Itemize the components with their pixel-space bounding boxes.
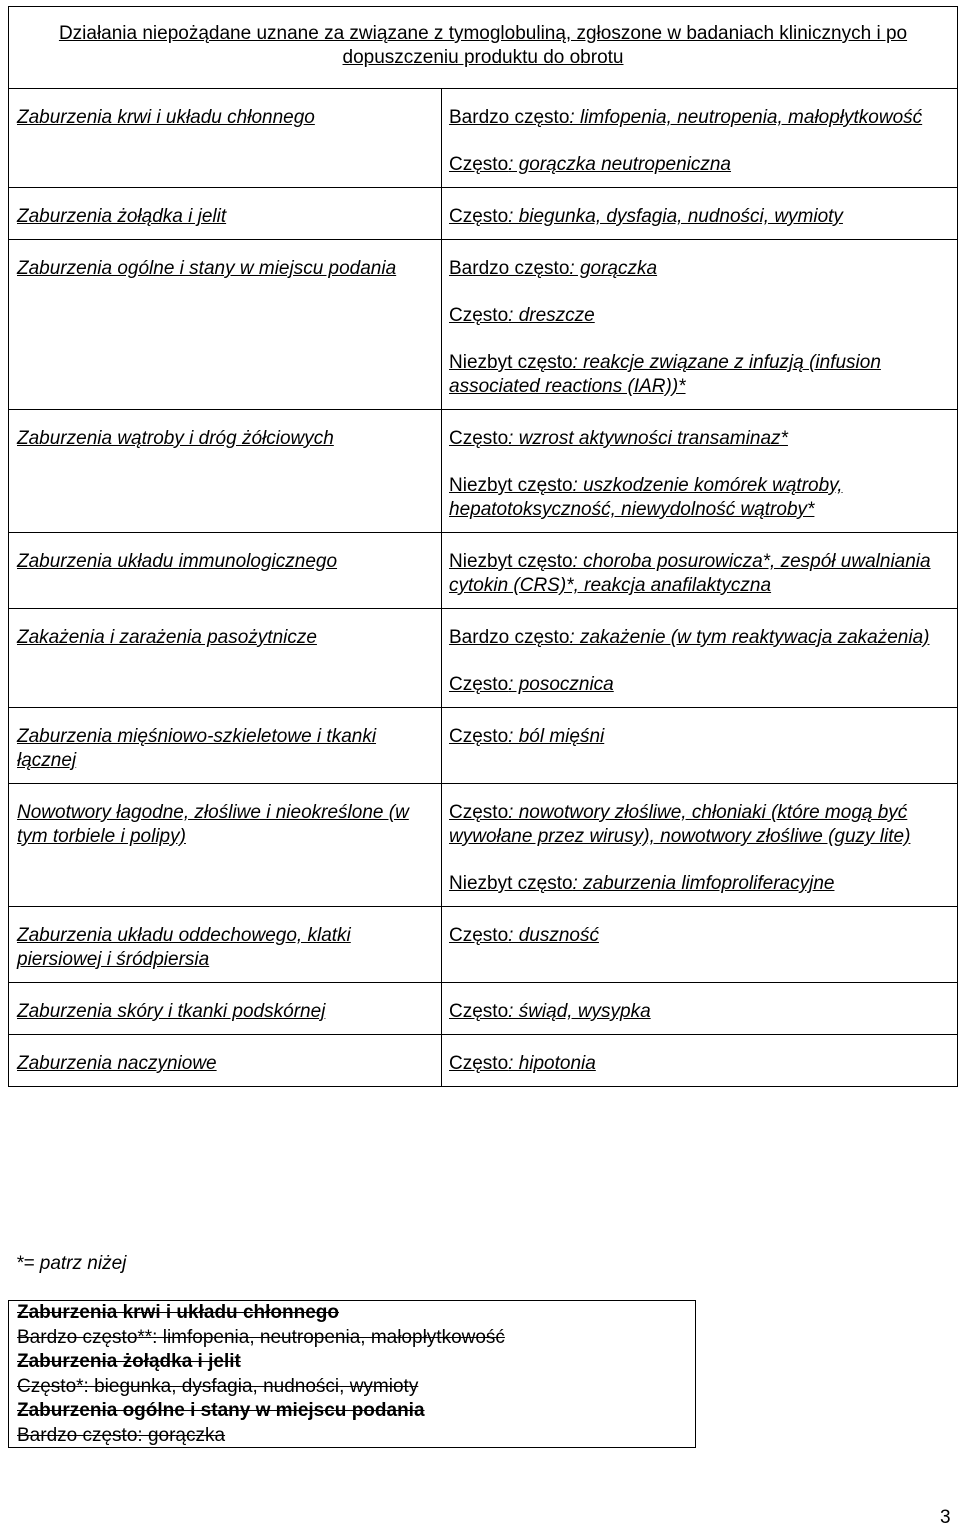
frequency-cell xyxy=(442,533,958,609)
frequency-entry xyxy=(449,626,949,650)
frequency-terms: : hipotonia xyxy=(508,1053,596,1074)
soc-cell xyxy=(9,784,442,907)
frequency-label: Często xyxy=(449,1053,509,1074)
frequency-label: Często xyxy=(449,674,509,695)
table-row xyxy=(9,533,958,609)
soc-cell xyxy=(9,410,442,533)
soc-cell xyxy=(9,708,442,784)
soc-name: Zaburzenia wątroby i dróg żółciowych xyxy=(17,428,334,449)
frequency-entry xyxy=(449,1000,949,1024)
frequency-label: Często xyxy=(449,726,509,747)
deleted-heading: Zaburzenia żołądka i jelit xyxy=(17,1351,241,1373)
frequency-cell xyxy=(442,89,958,188)
frequency-label: Niezbyt często xyxy=(449,873,573,894)
frequency-label: Często xyxy=(449,428,509,449)
frequency-entry xyxy=(449,801,949,849)
frequency-entry xyxy=(449,153,949,177)
frequency-entry xyxy=(449,1052,949,1076)
frequency-terms: : reakcje związane z infuzją (infusion associated reactions (IAR))* xyxy=(449,352,881,397)
soc-name: Zaburzenia układu immunologicznego xyxy=(17,551,338,572)
frequency-label: Bardzo często xyxy=(449,107,570,128)
frequency-label: Niezbyt często xyxy=(449,551,573,572)
frequency-entry xyxy=(449,550,949,598)
soc-cell xyxy=(9,1035,442,1087)
soc-name: Zaburzenia żołądka i jelit xyxy=(17,206,227,227)
frequency-label: Często xyxy=(449,1001,509,1022)
frequency-terms: : dreszcze xyxy=(508,305,595,326)
table-row xyxy=(9,188,958,240)
soc-name: Nowotwory łagodne, złośliwe i nieokreślone (w tym torbiele i polipy) xyxy=(17,802,409,847)
soc-cell xyxy=(9,188,442,240)
table-row xyxy=(9,410,958,533)
footnote: *= patrz niżej xyxy=(16,1253,127,1274)
frequency-entry xyxy=(449,474,949,522)
frequency-entry xyxy=(449,673,949,697)
frequency-terms: : posocznica xyxy=(508,674,614,695)
soc-name: Zaburzenia układu oddechowego, klatki piersiowej i śródpiersia xyxy=(17,925,351,970)
frequency-cell xyxy=(442,708,958,784)
table-row xyxy=(9,89,958,188)
frequency-terms: : wzrost aktywności transaminaz* xyxy=(508,428,788,449)
deleted-text-box xyxy=(8,1300,696,1448)
frequency-entry xyxy=(449,106,949,130)
frequency-terms: : zakażenie (w tym reaktywacja zakażenia) xyxy=(569,627,930,648)
soc-cell xyxy=(9,609,442,708)
frequency-entry xyxy=(449,872,949,896)
deleted-line: Bardzo często: gorączka xyxy=(17,1424,226,1446)
frequency-cell xyxy=(442,240,958,410)
frequency-cell xyxy=(442,1035,958,1087)
frequency-label: Często xyxy=(449,305,509,326)
frequency-entry xyxy=(449,427,949,451)
frequency-cell xyxy=(442,983,958,1035)
soc-name: Zakażenia i zarażenia pasożytnicze xyxy=(17,627,317,648)
frequency-label: Bardzo często xyxy=(449,258,570,279)
soc-name: Zaburzenia skóry i tkanki podskórnej xyxy=(17,1001,326,1022)
table-row xyxy=(9,907,958,983)
frequency-terms: : choroba posurowicza*, zespół uwalniania cytokin (CRS)*, reakcja anafilaktyczna xyxy=(449,551,931,596)
frequency-terms: : nowotwory złośliwe, chłoniaki (które mogą być wywołane przez wirusy), nowotwory złośliwe (guzy lite) xyxy=(449,802,911,847)
frequency-entry xyxy=(449,725,949,749)
table-row xyxy=(9,784,958,907)
soc-name: Zaburzenia ogólne i stany w miejscu podania xyxy=(17,258,397,279)
soc-name: Zaburzenia mięśniowo-szkieletowe i tkanki łącznej xyxy=(17,726,377,771)
deleted-line: Bardzo często**: limfopenia, neutropenia, małopłytkowość xyxy=(17,1326,505,1348)
frequency-entry xyxy=(449,257,949,281)
soc-cell xyxy=(9,983,442,1035)
frequency-terms: : zaburzenia limfoproliferacyjne xyxy=(572,873,835,894)
table-body xyxy=(9,89,958,1087)
soc-cell xyxy=(9,89,442,188)
table-row xyxy=(9,240,958,410)
table-title: Działania niepożądane uznane za związane z tymoglobuliną, zgłoszone w badaniach klinicznych i po dopuszczeniu produktu do obrotu xyxy=(58,23,908,68)
deleted-heading: Zaburzenia krwi i układu chłonnego xyxy=(17,1302,339,1323)
frequency-entry xyxy=(449,924,949,948)
table-row xyxy=(9,983,958,1035)
frequency-cell xyxy=(442,907,958,983)
page-number: 3 xyxy=(940,1507,951,1528)
frequency-terms: : biegunka, dysfagia, nudności, wymioty xyxy=(508,206,843,227)
frequency-label: Często xyxy=(449,206,509,227)
table-row xyxy=(9,1035,958,1087)
frequency-cell xyxy=(442,784,958,907)
frequency-terms: : gorączka xyxy=(569,258,658,279)
frequency-cell xyxy=(442,410,958,533)
frequency-terms: : świąd, wysypka xyxy=(508,1001,651,1022)
table-row xyxy=(9,609,958,708)
frequency-label: Bardzo często xyxy=(449,627,570,648)
frequency-label: Niezbyt często xyxy=(449,352,573,373)
frequency-terms: : duszność xyxy=(508,925,599,946)
frequency-entry xyxy=(449,351,949,399)
soc-cell xyxy=(9,533,442,609)
deleted-line: Często*: biegunka, dysfagia, nudności, wymioty xyxy=(17,1375,419,1397)
soc-cell xyxy=(9,907,442,983)
frequency-terms: : ból mięśni xyxy=(508,726,605,747)
frequency-terms: : uszkodzenie komórek wątroby, hepatotoksyczność, niewydolność wątroby* xyxy=(449,475,843,520)
frequency-terms: : limfopenia, neutropenia, małopłytkowość xyxy=(569,107,923,128)
frequency-cell xyxy=(442,609,958,708)
soc-name: Zaburzenia krwi i układu chłonnego xyxy=(17,107,315,128)
frequency-entry xyxy=(449,304,949,328)
frequency-label: Często xyxy=(449,802,509,823)
frequency-cell xyxy=(442,188,958,240)
frequency-entry xyxy=(449,205,949,229)
soc-name: Zaburzenia naczyniowe xyxy=(17,1053,217,1074)
table-header-row xyxy=(9,7,958,89)
table-row xyxy=(9,708,958,784)
soc-cell xyxy=(9,240,442,410)
adverse-reactions-table xyxy=(8,6,958,1087)
deleted-heading: Zaburzenia ogólne i stany w miejscu podania xyxy=(17,1400,425,1422)
table-header-cell xyxy=(9,7,958,89)
frequency-label: Często xyxy=(449,154,509,175)
frequency-label: Niezbyt często xyxy=(449,475,573,496)
frequency-label: Często xyxy=(449,925,509,946)
frequency-terms: : gorączka neutropeniczna xyxy=(508,154,732,175)
